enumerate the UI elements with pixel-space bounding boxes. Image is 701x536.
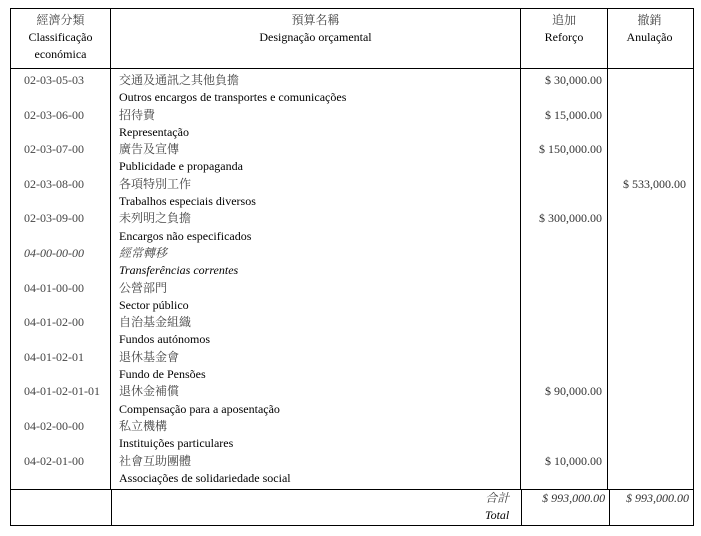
row-anulacao [608, 349, 691, 366]
row-designation-pt: Trabalhos especiais diversos [119, 194, 256, 209]
anulacao-column [608, 69, 691, 489]
row-spacer [11, 262, 110, 279]
row-spacer [521, 331, 607, 348]
row-anulacao [608, 245, 691, 262]
row-anulacao [608, 453, 691, 470]
header-classification-pt1: Classificação [28, 30, 93, 44]
row-designation-zh: 退休基金會 [119, 349, 180, 364]
table-total-row [11, 490, 693, 525]
row-code: 04-01-02-01 [24, 349, 84, 364]
row-code: 02-03-05-03 [24, 73, 84, 87]
row-designation-pt: Compensação para a aposentação [119, 401, 280, 416]
header-classification [11, 9, 111, 68]
row-spacer [11, 366, 110, 383]
row-spacer [521, 366, 607, 383]
row-spacer [608, 89, 691, 106]
row-designation-zh: 經常轉移 [119, 245, 168, 260]
row-reforco: $ 30,000.00 [545, 73, 602, 87]
row-designation-zh: 各項特別工作 [119, 176, 192, 191]
row-designation-pt: Fundos autónomos [119, 332, 211, 347]
reforco-column [521, 69, 608, 489]
table-header [11, 9, 693, 69]
row-spacer [11, 331, 110, 348]
total-anulacao-cell [610, 490, 693, 525]
row-designation-pt: Instituições particulares [119, 436, 234, 451]
row-spacer [608, 193, 691, 210]
row-reforco [521, 418, 607, 435]
row-spacer [608, 158, 691, 175]
row-code: 04-02-01-00 [24, 453, 84, 468]
row-spacer [608, 331, 691, 348]
row-designation-pt: Sector público [119, 297, 189, 312]
header-designation-zh: 預算名稱 [291, 13, 340, 27]
row-designation-zh: 退休金補償 [119, 384, 180, 399]
row-code: 04-02-00-00 [24, 418, 84, 433]
row-code: 02-03-08-00 [24, 176, 84, 191]
header-reforco-pt: Reforço [544, 30, 584, 44]
row-anulacao [608, 418, 691, 435]
row-spacer [521, 435, 607, 452]
total-anulacao: $ 993,000.00 [626, 491, 689, 505]
row-spacer [608, 435, 691, 452]
row-spacer [521, 470, 607, 487]
row-code: 04-01-00-00 [24, 280, 84, 295]
row-spacer [521, 89, 607, 106]
row-designation-zh: 社會互助團體 [119, 453, 192, 468]
row-spacer [11, 470, 110, 487]
row-reforco [521, 314, 607, 331]
row-spacer [11, 297, 110, 314]
row-spacer [521, 158, 607, 175]
row-code: 02-03-07-00 [24, 142, 84, 157]
row-spacer [11, 193, 110, 210]
header-designation [111, 9, 521, 68]
row-designation-pt: Outros encargos de transportes e comunicações [119, 90, 347, 105]
total-label-zh: 合計 [485, 491, 510, 505]
row-designation-zh: 招待費 [119, 107, 156, 122]
designation-column [111, 69, 521, 489]
header-anulacao-pt: Anulação [626, 30, 673, 44]
row-designation-zh: 公營部門 [119, 280, 168, 295]
row-designation-zh: 未列明之負擔 [119, 211, 192, 226]
table-body [11, 69, 693, 490]
header-classification-zh: 經濟分類 [36, 13, 85, 27]
row-spacer [521, 193, 607, 210]
row-reforco [521, 245, 607, 262]
row-spacer [608, 262, 691, 279]
row-spacer [608, 401, 691, 418]
row-code: 02-03-09-00 [24, 211, 84, 226]
row-anulacao [608, 383, 691, 400]
row-spacer [608, 124, 691, 141]
code-column [11, 69, 111, 489]
row-spacer [521, 124, 607, 141]
total-label-pt: Total [485, 508, 510, 523]
total-label-cell [112, 490, 522, 525]
row-anulacao [608, 314, 691, 331]
row-reforco [521, 280, 607, 297]
row-designation-pt: Fundo de Pensões [119, 367, 206, 382]
row-designation-zh: 自治基金組織 [119, 315, 192, 330]
row-anulacao [608, 141, 691, 158]
total-reforco: $ 993,000.00 [542, 491, 606, 505]
row-designation-pt: Transferências correntes [119, 263, 239, 278]
row-designation-pt: Representação [119, 124, 189, 139]
row-designation-zh: 廣告及宣傳 [119, 142, 180, 157]
row-designation-pt: Publicidade e propaganda [119, 159, 243, 174]
header-reforco-zh: 追加 [551, 13, 576, 27]
row-spacer [521, 401, 607, 418]
row-anulacao [608, 280, 691, 297]
row-spacer [11, 89, 110, 106]
row-spacer [521, 228, 607, 245]
row-spacer [11, 228, 110, 245]
row-designation-pt: Associações de solidariedade social [119, 470, 291, 485]
header-designation-pt: Designação orçamental [259, 30, 372, 44]
row-spacer [11, 158, 110, 175]
row-spacer [11, 435, 110, 452]
header-anulacao [608, 9, 691, 68]
row-code: 02-03-06-00 [24, 107, 84, 122]
row-code: 04-01-02-01-01 [24, 384, 100, 399]
row-reforco: $ 10,000.00 [545, 453, 602, 468]
row-spacer [11, 401, 110, 418]
row-reforco: $ 150,000.00 [539, 142, 602, 157]
row-reforco: $ 15,000.00 [545, 107, 602, 122]
row-designation-zh: 私立機構 [119, 418, 168, 433]
row-reforco [521, 176, 607, 193]
row-spacer [608, 470, 691, 487]
row-anulacao [608, 72, 691, 89]
total-reforco-cell [522, 490, 610, 525]
row-designation-pt: Encargos não especificados [119, 228, 252, 243]
header-classification-pt2: económica [34, 47, 87, 61]
header-anulacao-zh: 撤銷 [637, 13, 662, 27]
budget-table [10, 8, 694, 526]
row-spacer [521, 297, 607, 314]
row-anulacao: $ 533,000.00 [623, 176, 686, 191]
row-code: 04-00-00-00 [24, 245, 84, 260]
row-designation-zh: 交通及通訊之其他負擔 [119, 73, 240, 87]
row-spacer [608, 366, 691, 383]
row-spacer [608, 297, 691, 314]
row-reforco: $ 90,000.00 [545, 384, 602, 399]
row-reforco: $ 300,000.00 [539, 211, 602, 226]
total-empty-cell [11, 490, 112, 525]
row-spacer [608, 228, 691, 245]
row-reforco [521, 349, 607, 366]
row-anulacao [608, 107, 691, 124]
header-reforco [521, 9, 608, 68]
row-code: 04-01-02-00 [24, 315, 84, 330]
row-anulacao [608, 210, 691, 227]
row-spacer [521, 262, 607, 279]
row-spacer [11, 124, 110, 141]
